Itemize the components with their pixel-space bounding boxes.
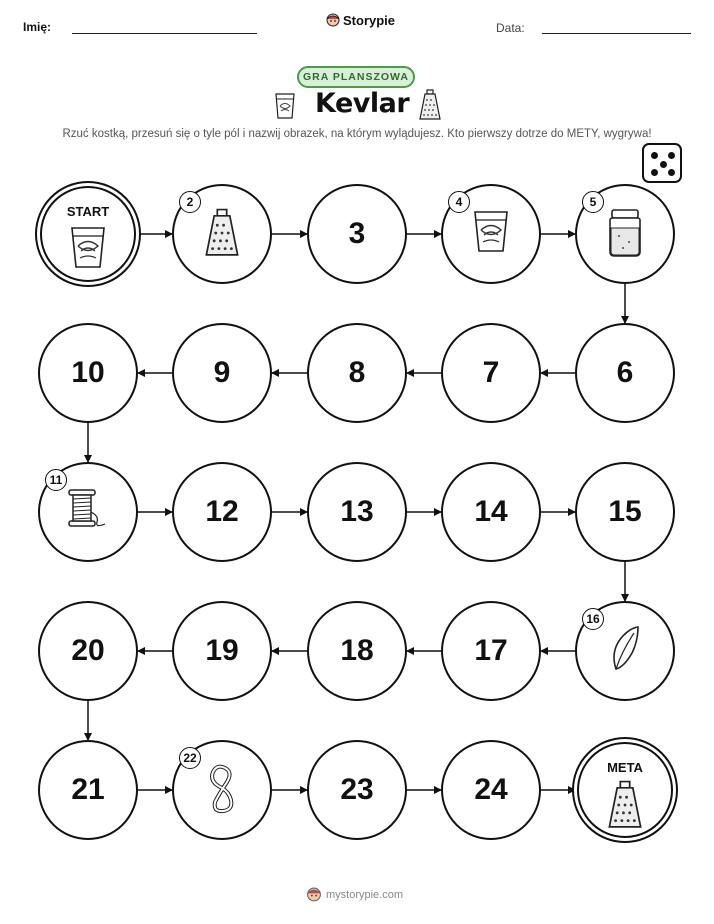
board-square-5 (575, 184, 675, 284)
board-square-12 (172, 462, 272, 562)
square-number: 7 (482, 356, 500, 389)
footer-site: mystorypie.com (326, 889, 404, 901)
board-square-22 (172, 740, 272, 840)
square-number: 18 (340, 634, 374, 667)
storypie-mascot-icon (306, 887, 322, 903)
thread-spool-icon (65, 486, 111, 535)
board-square-16 (575, 601, 675, 701)
start-square (40, 186, 136, 282)
jar-icon (607, 208, 643, 263)
square-number-badge: 2 (179, 191, 201, 213)
board-square-8 (307, 323, 407, 423)
board-square-20 (38, 601, 138, 701)
page-title: Kevlar (315, 88, 410, 119)
board-square-2 (172, 184, 272, 284)
board-square-7 (441, 323, 541, 423)
board-square-15 (575, 462, 675, 562)
board-square-23 (307, 740, 407, 840)
square-number: 19 (205, 634, 239, 667)
board-square-17 (441, 601, 541, 701)
square-number: 20 (71, 634, 105, 667)
date-label: Data: (496, 21, 525, 35)
square-number: 8 (348, 356, 366, 389)
square-number-badge: 22 (179, 747, 201, 769)
name-label: Imię: (23, 20, 52, 34)
glass-of-water-icon (471, 208, 511, 259)
board-square-9 (172, 323, 272, 423)
board-square-3 (307, 184, 407, 284)
board-square-14 (441, 462, 541, 562)
grater-icon (203, 208, 241, 263)
square-number: 10 (71, 356, 105, 389)
board-square-18 (307, 601, 407, 701)
square-number-badge: 16 (582, 608, 604, 630)
square-number: 24 (474, 773, 508, 806)
board-square-11 (38, 462, 138, 562)
board-square-4 (441, 184, 541, 284)
brand-name: Storypie (343, 13, 396, 28)
board-square-13 (307, 462, 407, 562)
square-number: 23 (340, 773, 374, 806)
square-number: 12 (205, 495, 239, 528)
board-square-10 (38, 323, 138, 423)
square-number: 15 (608, 495, 642, 528)
board-square-19 (172, 601, 272, 701)
square-number: 14 (474, 495, 508, 528)
square-number-badge: 5 (582, 191, 604, 213)
square-number: 3 (348, 217, 366, 250)
instructions: Rzuć kostką, przesuń się o tyle pól i nazwij obrazek, na którym wylądujesz. Kto pierwszy dotrze do METY, wygrywa! (62, 128, 652, 140)
finish-square (577, 742, 673, 838)
square-number: 9 (213, 356, 231, 389)
square-number: 17 (474, 634, 508, 667)
board-square-24 (441, 740, 541, 840)
finish-label: META (607, 760, 643, 775)
board-square-6 (575, 323, 675, 423)
footer (306, 887, 403, 903)
square-number: 6 (616, 356, 634, 389)
glass-of-water-icon (68, 224, 108, 275)
start-label: START (66, 204, 110, 219)
square-number: 13 (340, 495, 374, 528)
grater-icon (606, 780, 644, 835)
leaf-icon (608, 625, 642, 678)
game-type-badge: GRA PLANSZOWA (297, 66, 415, 88)
square-number-badge: 11 (45, 469, 67, 491)
board-square-21 (38, 740, 138, 840)
square-number: 21 (71, 773, 105, 806)
rope-knot-icon (205, 764, 239, 819)
square-number-badge: 4 (448, 191, 470, 213)
